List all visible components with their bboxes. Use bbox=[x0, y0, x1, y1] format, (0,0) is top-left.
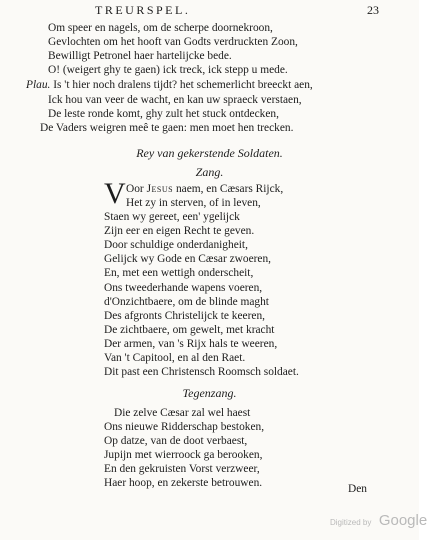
verse-line: En den gekruisten Vorst verzweer, bbox=[104, 463, 260, 475]
verse-text: naem, en Cæsars Rijck, bbox=[175, 183, 284, 195]
verse-line bbox=[40, 122, 293, 135]
verse-line: Jupijn met wierroock ga berooken, bbox=[104, 449, 263, 461]
verse-line: En, met een wettigh onderscheit, bbox=[104, 267, 254, 279]
verse-line: d'Onzichtbaere, om de blinde maght bbox=[104, 296, 269, 308]
verse-line: Door schuldige onderdanigheit, bbox=[104, 239, 248, 251]
verse-text: Is 't hier noch dralens tijdt? het schemerlicht breeckt aen, bbox=[53, 79, 313, 91]
drop-cap: V bbox=[104, 177, 126, 210]
verse-line: Des afgronts Christelijck te keeren, bbox=[104, 310, 265, 322]
verse-line: Gelijck wy Gode en Cæsar zwoeren, bbox=[104, 253, 272, 265]
tegenzang-heading: Tegenzang. bbox=[182, 386, 237, 400]
verse-text: Bewilligt Petronel haer hartelijcke bede. bbox=[48, 50, 232, 62]
verse-line bbox=[48, 50, 232, 63]
verse-text: Oor bbox=[126, 183, 144, 195]
digitized-by-label: Digitized by bbox=[330, 518, 372, 527]
verse-text: Gevlochten om het hooft van Godts verdruckten Zoon, bbox=[48, 36, 298, 48]
running-head: TREURSPEL. bbox=[95, 3, 191, 17]
verse-text: Ick hou van veer de wacht, en kan uw spraeck verstaen, bbox=[48, 94, 302, 106]
verse-name: Jesus bbox=[146, 183, 174, 195]
verse-line bbox=[48, 64, 288, 77]
verse-line bbox=[126, 183, 283, 196]
verse-line bbox=[26, 79, 313, 92]
verse-line bbox=[48, 36, 298, 49]
verse-line: Haer hoop, en zekerste betrouwen. bbox=[104, 477, 263, 489]
verse-line: Die zelve Cæsar zal wel haest bbox=[114, 407, 251, 419]
speaker-label: Plau. bbox=[26, 79, 51, 91]
verse-line bbox=[48, 94, 302, 107]
zang-heading: Zang. bbox=[195, 165, 224, 179]
verse-text: O! (weigert ghy te gaen) ick treck, ick stepp u mede. bbox=[48, 64, 288, 76]
verse-text: De Vaders weigren meê te gaen: men moet hen trecken. bbox=[40, 122, 294, 134]
page-number: 23 bbox=[367, 3, 379, 17]
verse-line bbox=[48, 108, 279, 121]
verse-line: Der armen, van 's Rijx hals te weeren, bbox=[104, 338, 278, 350]
verse-text: De leste ronde komt, ghy zult het stuck ontdecken, bbox=[48, 108, 279, 120]
verse-line: Van 't Capitool, en al den Raet. bbox=[104, 352, 246, 364]
verse-line bbox=[48, 22, 273, 35]
verse-line: Staen wy gereet, een' ygelijck bbox=[104, 211, 240, 223]
page-header bbox=[0, 3, 419, 17]
verse-line: Het zy in sterven, of in leven, bbox=[126, 197, 261, 209]
verse-line: Ons nieuwe Ridderschap bestoken, bbox=[104, 421, 265, 433]
verse-line: Ons tweederhande wapens voeren, bbox=[104, 282, 263, 294]
google-watermark bbox=[330, 512, 427, 530]
chorus-title: Rey van gekerstende Soldaten. bbox=[136, 146, 283, 160]
google-logo: Google bbox=[378, 512, 427, 529]
verse-line: Dit past een Christensch Roomsch soldaet. bbox=[104, 366, 299, 378]
verse-line: De zichtbaere, om gewelt, met kracht bbox=[104, 324, 275, 336]
verse-text: Om speer en nagels, om de scherpe doornekroon, bbox=[48, 22, 273, 34]
verse-line: Op datze, van de doot verbaest, bbox=[104, 435, 248, 447]
verse-line: Zijn eer en eigen Recht te geven. bbox=[104, 225, 255, 237]
catchword: Den bbox=[348, 483, 367, 495]
